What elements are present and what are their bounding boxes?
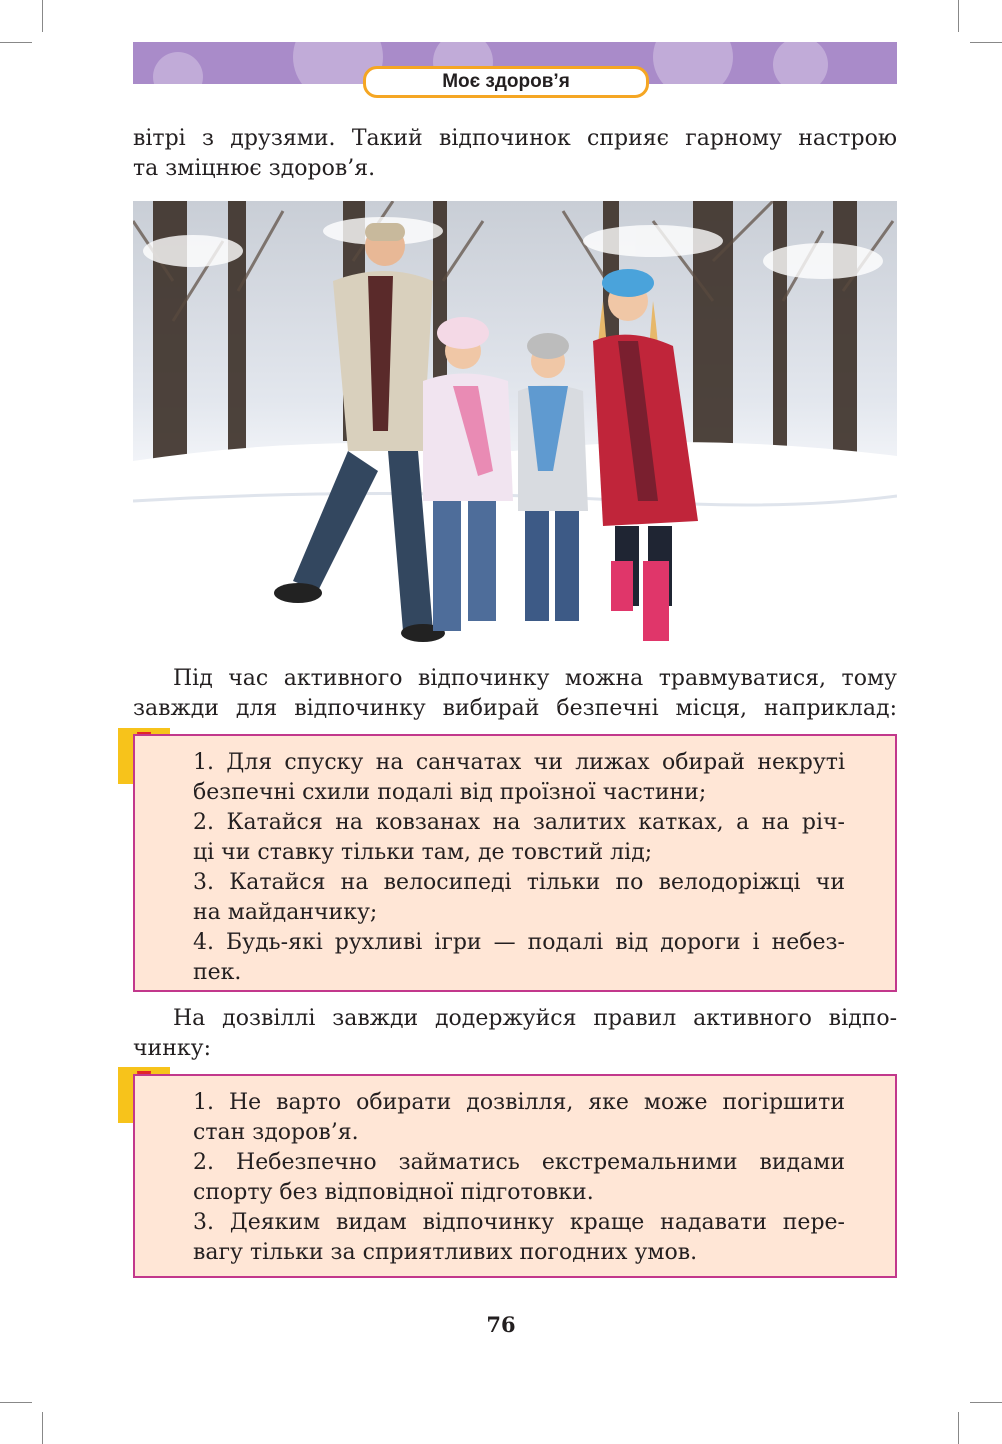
rules-list — [193, 1088, 845, 1268]
crop-mark — [42, 1412, 43, 1444]
leisure-paragraph — [133, 1004, 897, 1064]
list-line: ці чи ставку тільки там, де товстий лід; — [193, 840, 653, 865]
crop-mark — [0, 42, 32, 43]
list-line: безпечні схили подалі від проїзної частини; — [193, 780, 707, 805]
list-line: 1. Для спуску на санчатах чи лижах обирай некруті — [193, 750, 845, 775]
crop-mark — [958, 1412, 959, 1444]
list-line: спорту без відповідної підготовки. — [193, 1180, 594, 1205]
list-line: 3. Катайся на велосипеді тільки по велодоріжці чи — [193, 870, 845, 895]
family-winter-photo — [133, 201, 897, 646]
leisure-rules-box — [133, 1074, 897, 1278]
list-line: 2. Катайся на ковзанах на залитих катках, а на річ- — [193, 810, 845, 835]
text-line: Під час активного відпочинку можна травмуватися, тому — [173, 666, 897, 691]
text-line: На дозвіллі завжди додержуйся правил активного відпо- — [173, 1006, 897, 1031]
list-line: 4. Будь-які рухливі ігри — подалі від дороги і небез- — [193, 930, 845, 955]
text-line: завжди для відпочинку вибирай безпечні місця, наприклад: — [133, 696, 897, 721]
list-line: 2. Небезпечно займатись екстремальними видами — [193, 1150, 845, 1175]
text-line: вітрі з друзями. Такий відпочинок сприяє гарному настрою — [133, 126, 897, 151]
crop-mark — [0, 1402, 32, 1403]
page-number: 76 — [486, 1312, 516, 1337]
list-line: на майданчику; — [193, 900, 378, 925]
safety-paragraph — [133, 664, 897, 724]
list-line: 1. Не варто обирати дозвілля, яке може погіршити — [193, 1090, 845, 1115]
chapter-title — [363, 66, 649, 98]
crop-mark — [970, 1402, 1002, 1403]
list-line: вагу тільки за сприятливих погодних умов. — [193, 1240, 698, 1265]
crop-mark — [970, 42, 1002, 43]
photo-illustration — [133, 201, 897, 646]
list-line: стан здоров’я. — [193, 1120, 359, 1145]
chapter-title-text: Моє здоров’я — [442, 71, 570, 92]
list-line: пек. — [193, 960, 242, 985]
text-line: та зміцнює здоров’я. — [133, 156, 376, 181]
list-line: 3. Деяким видам відпочинку краще надавати пере- — [193, 1210, 845, 1235]
intro-paragraph — [133, 124, 897, 184]
rules-list — [193, 748, 845, 988]
crop-mark — [958, 0, 959, 32]
crop-mark — [42, 0, 43, 32]
text-line: чинку: — [133, 1036, 211, 1061]
safety-rules-box — [133, 734, 897, 992]
